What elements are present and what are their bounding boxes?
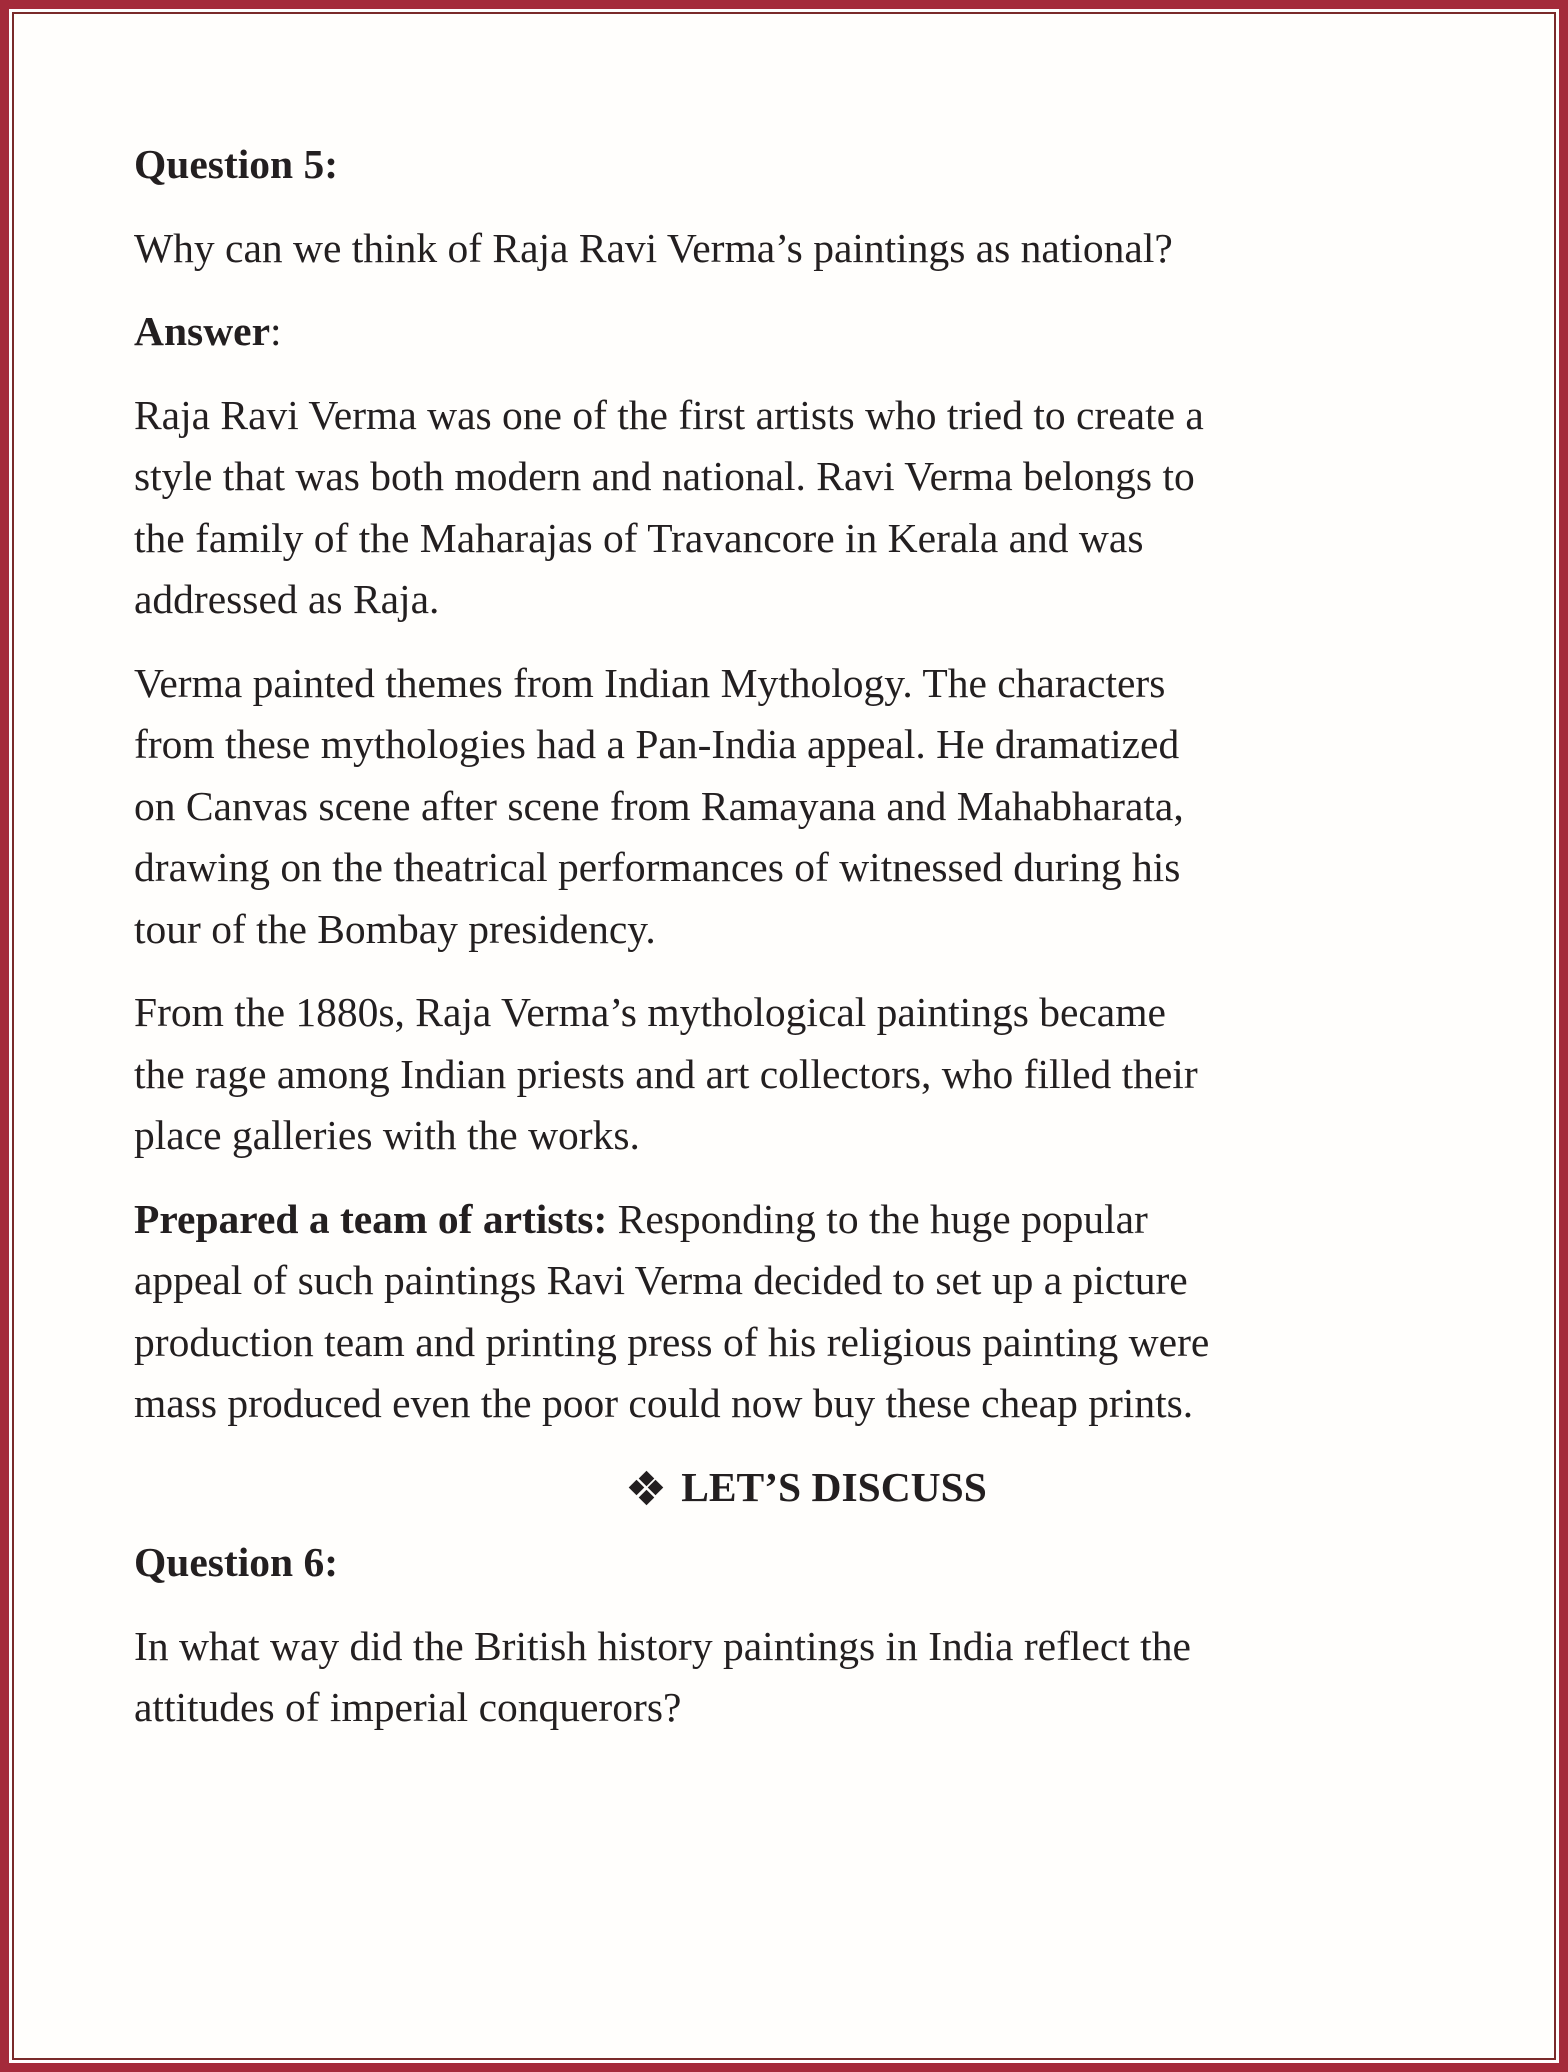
question-5-text: Why can we think of Raja Ravi Verma’s paintings as national? bbox=[134, 224, 1173, 271]
paragraph-line: drawing on the theatrical performances of witnessed during his bbox=[134, 844, 1181, 890]
answer-paragraph-1 bbox=[134, 385, 1454, 631]
paragraph-line: appeal of such paintings Ravi Verma decided to set up a picture bbox=[134, 1257, 1188, 1303]
answer-paragraph-3 bbox=[134, 982, 1454, 1167]
paragraph-line: style that was both modern and national. Ravi Verma belongs to bbox=[134, 453, 1195, 499]
paragraph-bold-lead: Prepared a team of artists: bbox=[134, 1195, 608, 1242]
paragraph-lead-rest: Responding to the huge popular bbox=[607, 1195, 1148, 1242]
question-5-heading: Question 5: bbox=[134, 141, 339, 187]
paragraph-line: tour of the Bombay presidency. bbox=[134, 905, 656, 952]
question-6-text bbox=[134, 1616, 1454, 1739]
paragraph-line: the family of the Maharajas of Travancore in Kerala and was bbox=[134, 514, 1144, 561]
paragraph-line: production team and printing press of his religious painting were bbox=[134, 1318, 1210, 1365]
question-6-heading: Question 6: bbox=[134, 1539, 339, 1585]
question-line: In what way did the British history paintings in India reflect the bbox=[134, 1622, 1191, 1669]
paragraph-line: on Canvas scene after scene from Ramayana and Mahabharata, bbox=[134, 782, 1184, 829]
answer-label: Answer bbox=[134, 308, 271, 354]
paragraph-line: From the 1880s, Raja Verma’s mythological paintings became bbox=[134, 989, 1166, 1035]
section-title: LET’S DISCUSS bbox=[681, 1463, 987, 1510]
paragraph-line: Verma painted themes from Indian Mythology. The characters bbox=[134, 659, 1166, 706]
paragraph-line bbox=[134, 1189, 1454, 1251]
paragraph-line: addressed as Raja. bbox=[134, 576, 440, 622]
paragraph-line: place galleries with the works. bbox=[134, 1112, 640, 1158]
paragraph-line: Raja Ravi Verma was one of the first artists who tried to create a bbox=[134, 391, 1204, 438]
page-content bbox=[134, 134, 1454, 1739]
answer-colon: : bbox=[270, 308, 282, 354]
section-heading bbox=[134, 1457, 1454, 1519]
answer-label-line bbox=[134, 301, 1454, 363]
paragraph-line: the rage among Indian priests and art collectors, who filled their bbox=[134, 1050, 1198, 1097]
question-line: attitudes of imperial conquerors? bbox=[134, 1684, 682, 1730]
answer-paragraph-2 bbox=[134, 653, 1454, 961]
paragraph-line: from these mythologies had a Pan-India appeal. He dramatized bbox=[134, 721, 1180, 767]
paragraph-line: mass produced even the poor could now buy these cheap prints. bbox=[134, 1380, 1194, 1426]
four-diamond-icon bbox=[631, 1473, 661, 1503]
answer-paragraph-4 bbox=[134, 1189, 1454, 1435]
